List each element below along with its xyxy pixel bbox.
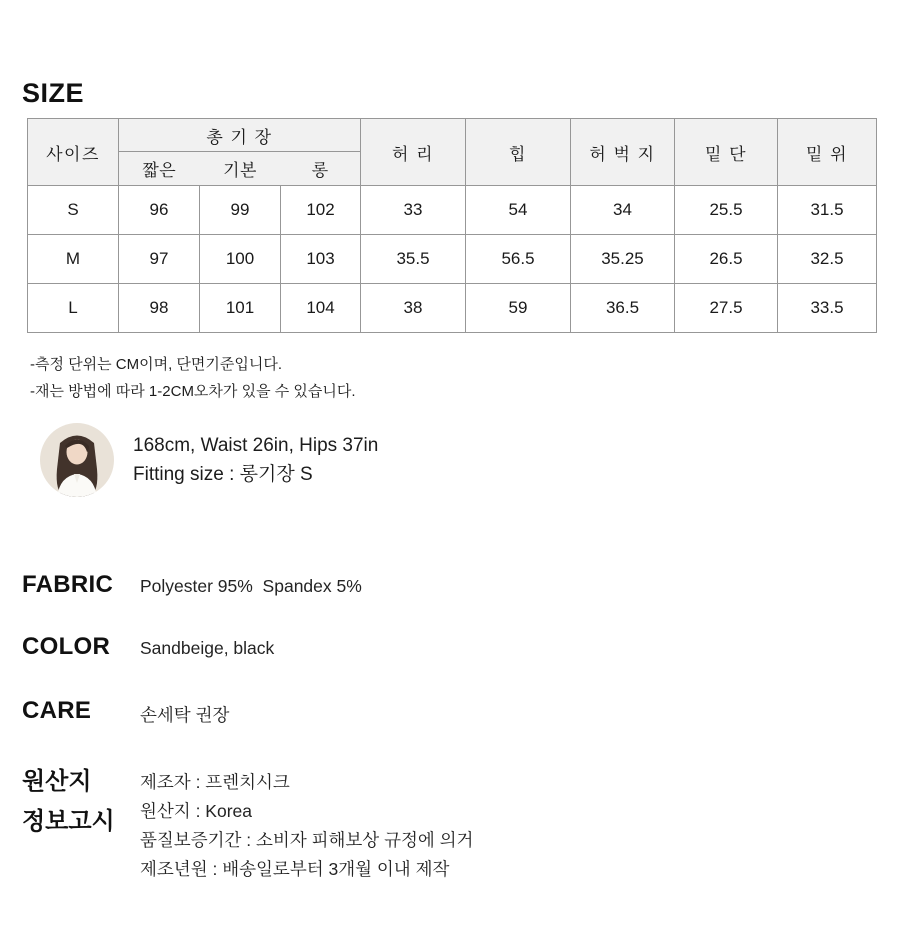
table-header-row-1 [28, 119, 877, 152]
origin-label-line: 정보고시 [22, 808, 115, 835]
table-cell: 59 [466, 284, 571, 333]
col-header-total-length: 총 기 장 [119, 119, 361, 152]
table-cell: 38 [361, 284, 466, 333]
table-cell: 31.5 [778, 186, 877, 235]
table-cell: 54 [466, 186, 571, 235]
care-value: 손세탁 권장 [140, 705, 230, 725]
table-cell: 102 [281, 186, 361, 235]
model-stats: 168cm, Waist 26in, Hips 37in [133, 435, 379, 456]
table-cell: 33.5 [778, 284, 877, 333]
table-cell: 33 [361, 186, 466, 235]
col-header-thigh: 허 벅 지 [571, 119, 675, 186]
table-cell: 35.25 [571, 235, 675, 284]
fabric-label: FABRIC [22, 571, 114, 598]
size-table [27, 118, 877, 333]
origin-details [140, 768, 473, 884]
table-cell: 101 [200, 284, 281, 333]
model-info [133, 431, 378, 489]
size-name-cell: S [28, 186, 119, 235]
table-cell: 99 [200, 186, 281, 235]
table-cell: 25.5 [675, 186, 778, 235]
color-label: COLOR [22, 633, 111, 660]
origin-manufacturer: 제조자 : 프렌치시크 [140, 772, 290, 792]
fabric-value: Polyester 95% Spandex 5% [140, 576, 362, 596]
table-row-size-l [28, 284, 877, 333]
table-row-size-m [28, 235, 877, 284]
col-header-waist: 허 리 [361, 119, 466, 186]
col-header-hem: 밑 단 [675, 119, 778, 186]
note-line: -재는 방법에 따라 1-2CM오차가 있을 수 있습니다. [30, 383, 356, 400]
origin-label-line: 원산지 [22, 768, 92, 795]
model-avatar [40, 423, 114, 497]
table-cell: 26.5 [675, 235, 778, 284]
table-cell: 104 [281, 284, 361, 333]
measurement-notes [30, 351, 356, 405]
table-cell: 97 [119, 235, 200, 284]
table-row-size-s [28, 186, 877, 235]
table-cell: 36.5 [571, 284, 675, 333]
origin-manufacture-date: 제조년원 : 배송일로부터 3개월 이내 제작 [140, 859, 450, 879]
table-cell: 34 [571, 186, 675, 235]
table-cell: 103 [281, 235, 361, 284]
table-cell: 100 [200, 235, 281, 284]
care-label: CARE [22, 697, 92, 724]
col-header-size: 사이즈 [28, 119, 119, 186]
table-cell: 32.5 [778, 235, 877, 284]
table-cell: 98 [119, 284, 200, 333]
col-header-rise: 밑 위 [778, 119, 877, 186]
table-cell: 56.5 [466, 235, 571, 284]
table-cell: 35.5 [361, 235, 466, 284]
col-header-length-short: 짧은 [119, 152, 200, 186]
model-photo-icon [40, 423, 114, 497]
color-value: Sandbeige, black [140, 638, 275, 658]
note-line: -측정 단위는 CM이며, 단면기준입니다. [30, 356, 283, 373]
size-name-cell: L [28, 284, 119, 333]
origin-warranty: 품질보증기간 : 소비자 피해보상 규정에 의거 [140, 830, 474, 850]
origin-label [22, 762, 115, 842]
table-cell: 27.5 [675, 284, 778, 333]
col-header-length-basic: 기본 [200, 152, 281, 186]
col-header-length-long: 롱 [281, 152, 361, 186]
page-title: SIZE [22, 78, 85, 108]
origin-country: 원산지 : Korea [140, 801, 252, 821]
table-cell: 96 [119, 186, 200, 235]
size-name-cell: M [28, 235, 119, 284]
model-fitting-size: Fitting size : 롱기장 S [133, 464, 313, 485]
col-header-hip: 힙 [466, 119, 571, 186]
